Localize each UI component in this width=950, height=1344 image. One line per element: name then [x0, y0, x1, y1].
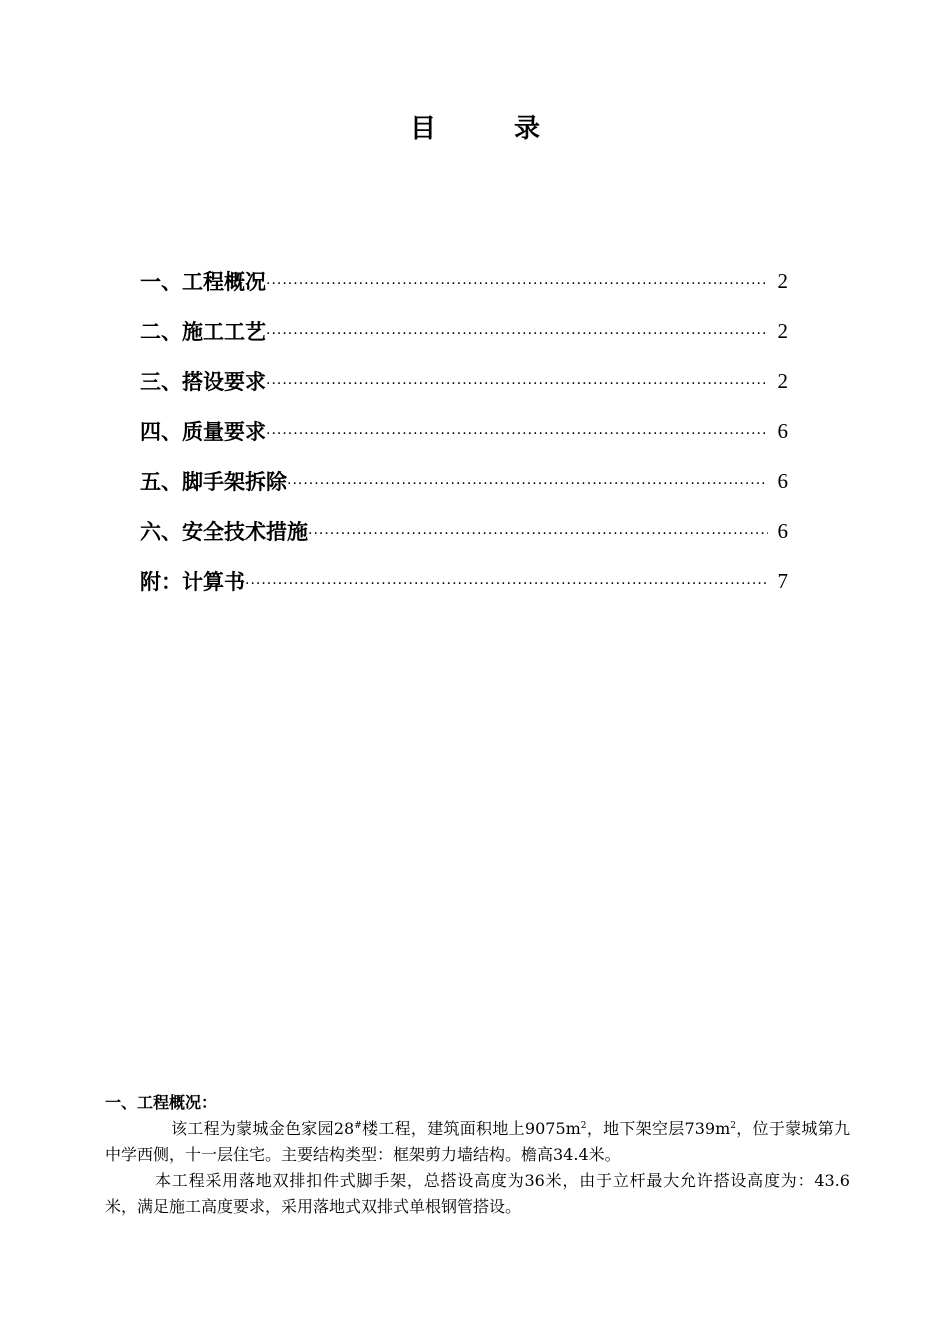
title-part-2: 录 [514, 114, 541, 144]
toc-entry-page: 6 [777, 518, 788, 543]
toc-entry-page: 2 [777, 318, 788, 343]
toc-entry-label: 四、质量要求 [140, 420, 266, 444]
toc-entry[interactable] [140, 456, 788, 506]
toc-entry-page: 7 [777, 568, 788, 593]
overview-paragraph-2: 本工程采用落地双排扣件式脚手架，总搭设高度为36米，由于立杆最大允许搭设高度为：43.6米，满足施工高度要求，采用落地式双排式单根钢管搭设。 [105, 1171, 850, 1216]
toc-entry-label: 一、工程概况 [140, 270, 266, 294]
toc-title [0, 108, 950, 145]
paragraph-text: ，地下架空层739m [586, 1119, 731, 1138]
superscript: 2 [580, 1121, 587, 1131]
toc-entry-page: 2 [777, 368, 788, 393]
toc-leader-dots [308, 526, 768, 542]
toc-leader-dots [266, 426, 768, 442]
superscript: 2 [730, 1121, 736, 1131]
toc-entry-label: 三、搭设要求 [140, 370, 266, 394]
toc-entry-label: 六、安全技术措施 [140, 520, 308, 544]
toc-entry-page: 2 [777, 268, 788, 293]
toc-leader-dots [266, 376, 768, 392]
toc-entry[interactable] [140, 506, 788, 556]
toc-entry[interactable] [140, 556, 788, 606]
toc-leader-dots [287, 476, 768, 492]
overview-paragraph-1 [105, 1116, 850, 1168]
superscript: # [354, 1121, 362, 1131]
toc-entry-label: 附：计算书 [140, 570, 245, 594]
toc-entry[interactable] [140, 406, 788, 456]
toc-entry-label: 二、施工工艺 [140, 320, 266, 344]
paragraph-text: 楼工程，建筑面积地上9075m [361, 1119, 581, 1138]
toc-entry-page: 6 [777, 418, 788, 443]
toc-leader-dots [266, 326, 768, 342]
paragraph-text: 该工程为蒙城金色家园28 [171, 1119, 355, 1138]
toc-entry-label: 五、脚手架拆除 [140, 470, 287, 494]
title-part-1: 目 [409, 114, 436, 144]
section-project-overview [105, 1090, 850, 1220]
toc-entry[interactable] [140, 256, 788, 306]
toc-entry-page: 6 [777, 468, 788, 493]
toc-leader-dots [245, 576, 768, 592]
section-heading: 一、工程概况： [105, 1093, 218, 1112]
toc-entry[interactable] [140, 306, 788, 356]
paragraph-text: ，位于蒙城第九中学西侧，十一层住宅。主要结构类型：框架剪力墙结构。檐高34.4米。 [105, 1119, 850, 1164]
toc-leader-dots [266, 276, 768, 292]
toc-entry[interactable] [140, 356, 788, 406]
table-of-contents [140, 256, 788, 606]
